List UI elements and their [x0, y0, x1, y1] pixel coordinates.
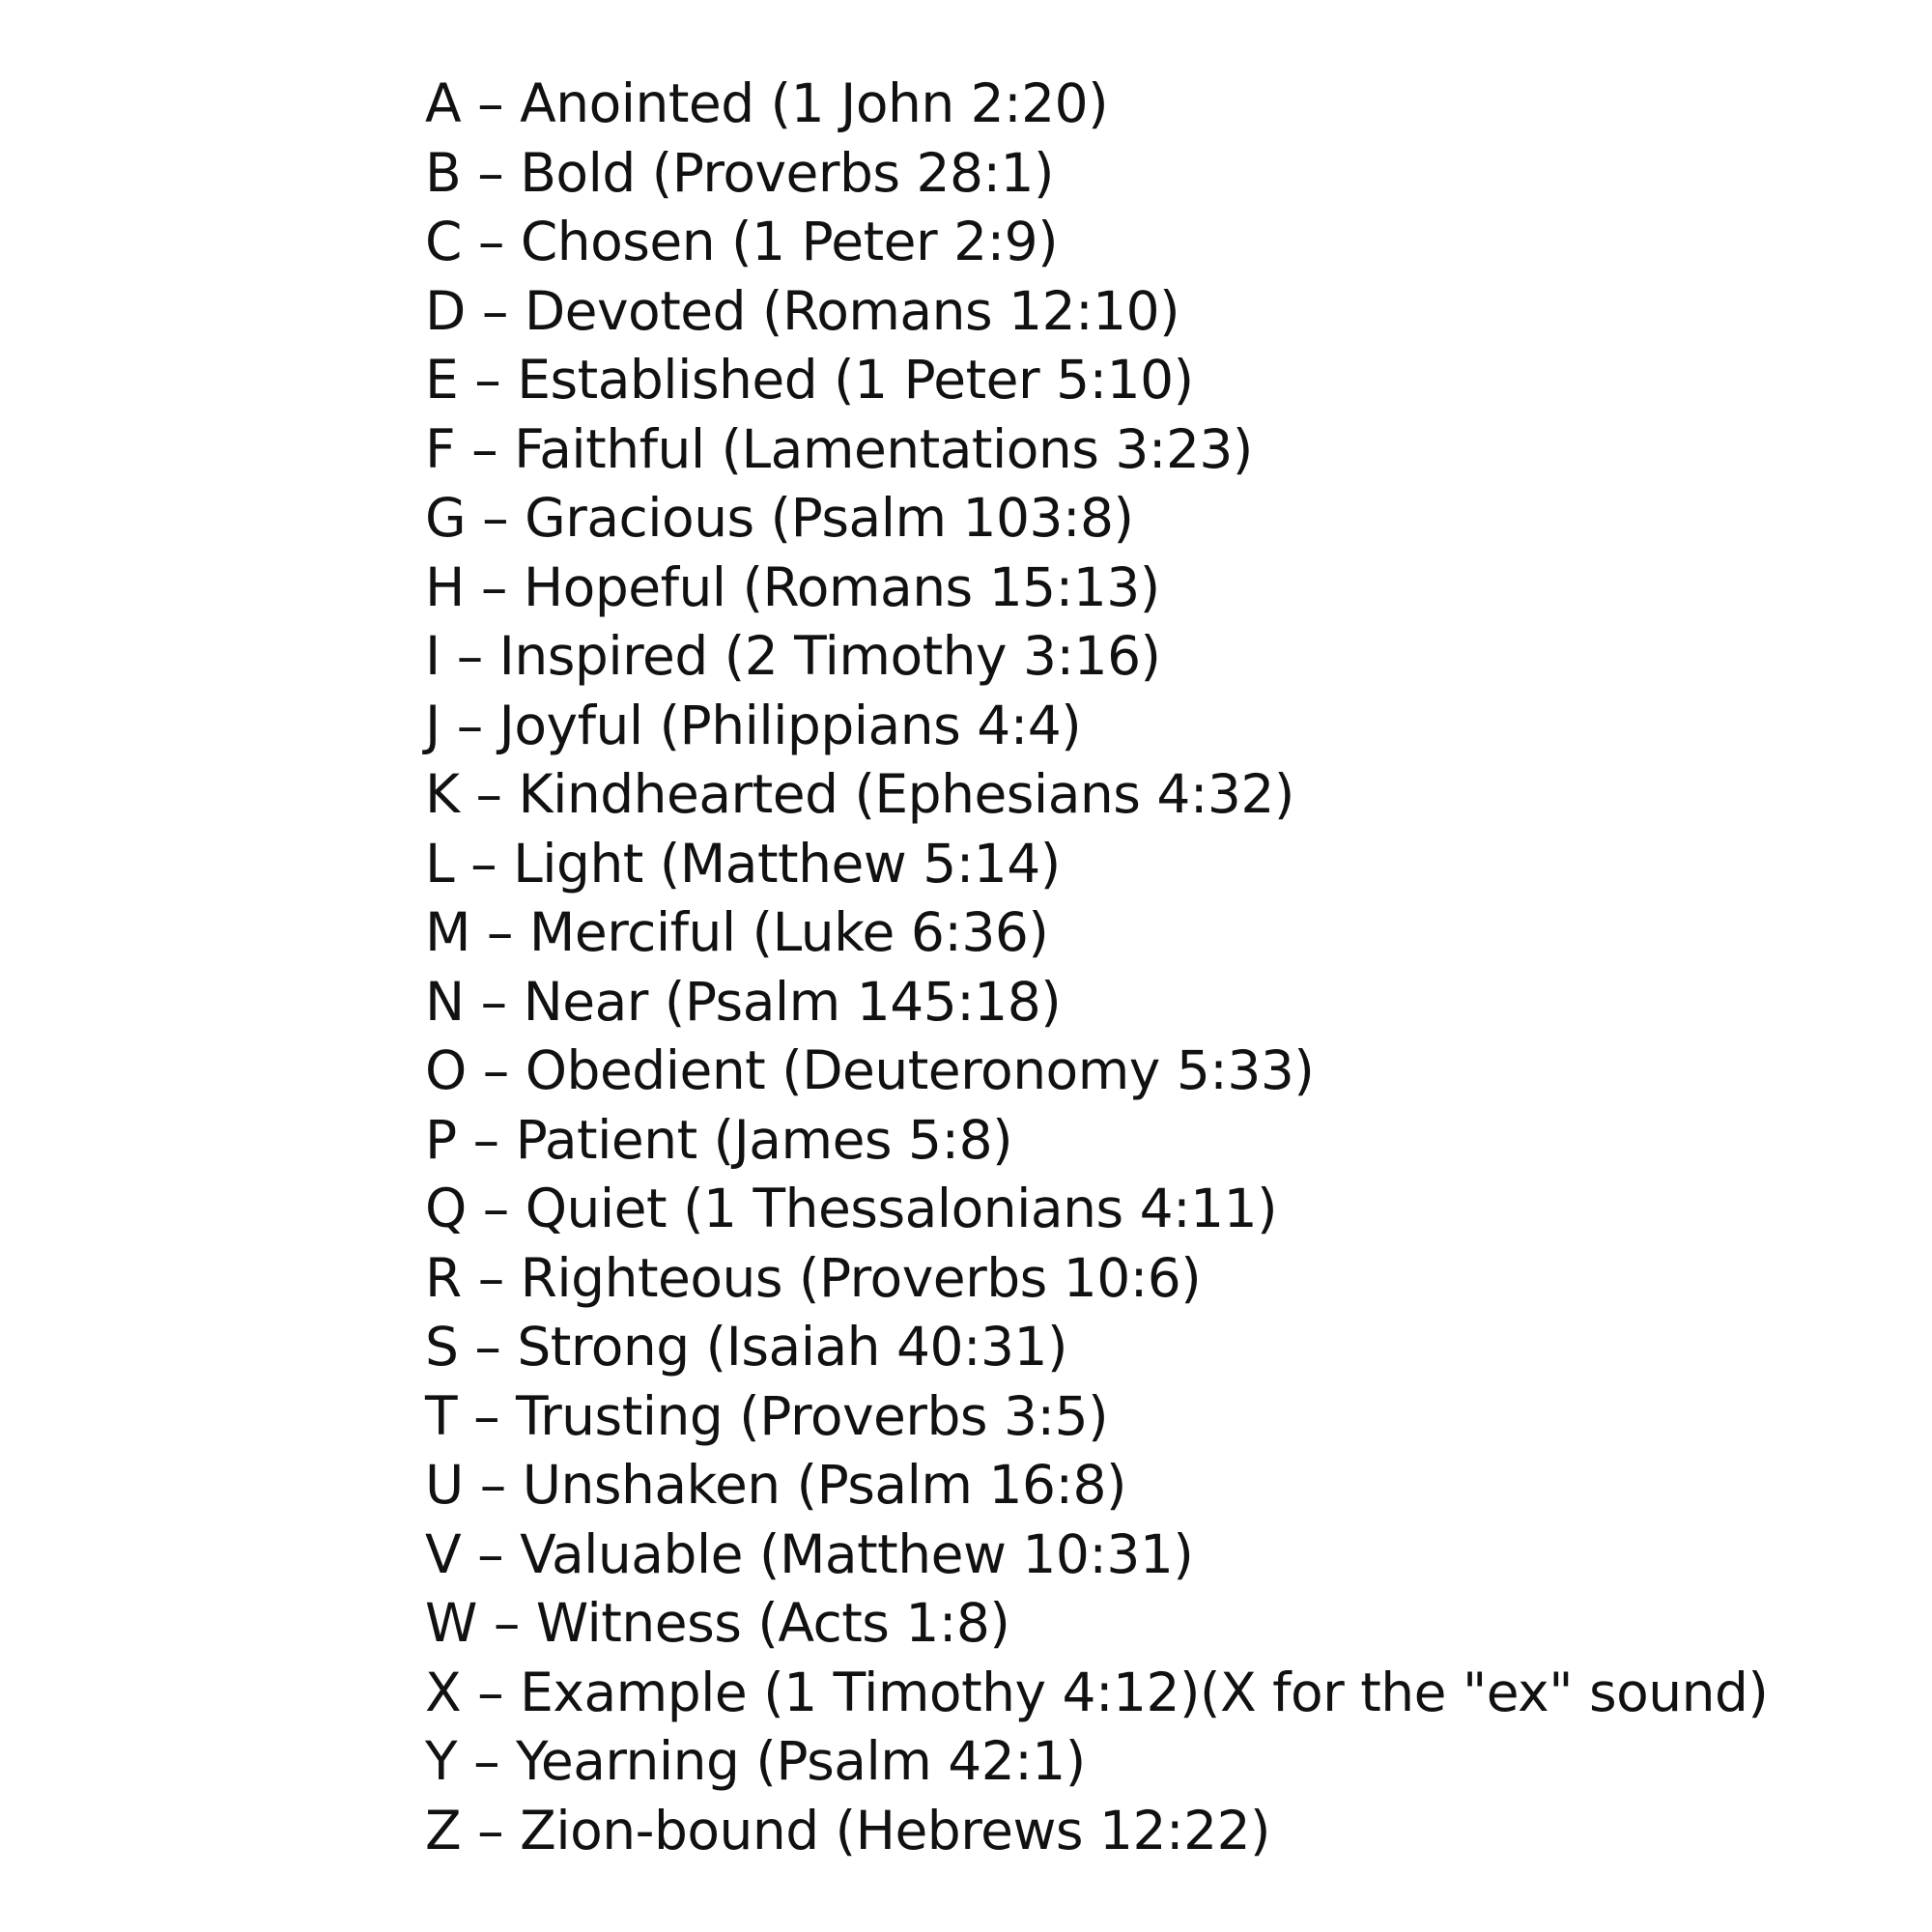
entry-j: J – Joyful (Philippians 4:4): [425, 694, 1082, 756]
entry-h: H – Hopeful (Romans 15:13): [425, 555, 1160, 618]
entry-r: R – Righteous (Proverbs 10:6): [425, 1246, 1202, 1309]
entry-z: Z – Zion-bound (Hebrews 12:22): [425, 1799, 1271, 1861]
entry-n: N – Near (Psalm 145:18): [425, 970, 1062, 1033]
entry-u: U – Unshaken (Psalm 16:8): [425, 1454, 1126, 1516]
entry-l: L – Light (Matthew 5:14): [425, 832, 1061, 895]
entry-m: M – Merciful (Luke 6:36): [425, 901, 1049, 963]
entry-f: F – Faithful (Lamentations 3:23): [425, 417, 1253, 480]
entry-q: Q – Quiet (1 Thessalonians 4:11): [425, 1178, 1278, 1239]
entry-a: A – Anointed (1 John 2:20): [425, 72, 1109, 134]
entry-g: G – Gracious (Psalm 103:8): [425, 487, 1134, 549]
entry-k: K – Kindhearted (Ephesians 4:32): [425, 763, 1294, 825]
entry-e: E – Established (1 Peter 5:10): [425, 349, 1194, 411]
entry-y: Y – Yearning (Psalm 42:1): [425, 1730, 1086, 1792]
entry-c: C – Chosen (1 Peter 2:9): [425, 211, 1059, 272]
entry-d: D – Devoted (Romans 12:10): [425, 279, 1180, 342]
entry-i: I – Inspired (2 Timothy 3:16): [425, 625, 1161, 687]
alphabet-list: [425, 70, 1768, 1865]
entry-v: V – Valuable (Matthew 10:31): [425, 1522, 1194, 1585]
entry-b: B – Bold (Proverbs 28:1): [425, 141, 1054, 204]
entry-p: P – Patient (James 5:8): [425, 1108, 1013, 1171]
entry-t: T – Trusting (Proverbs 3:5): [425, 1384, 1109, 1447]
entry-w: W – Witness (Acts 1:8): [425, 1592, 1010, 1654]
entry-o: O – Obedient (Deuteronomy 5:33): [425, 1039, 1315, 1101]
entry-x: X – Example (1 Timothy 4:12)(X for the "ex" sound): [425, 1661, 1769, 1723]
entry-s: S – Strong (Isaiah 40:31): [425, 1316, 1067, 1378]
